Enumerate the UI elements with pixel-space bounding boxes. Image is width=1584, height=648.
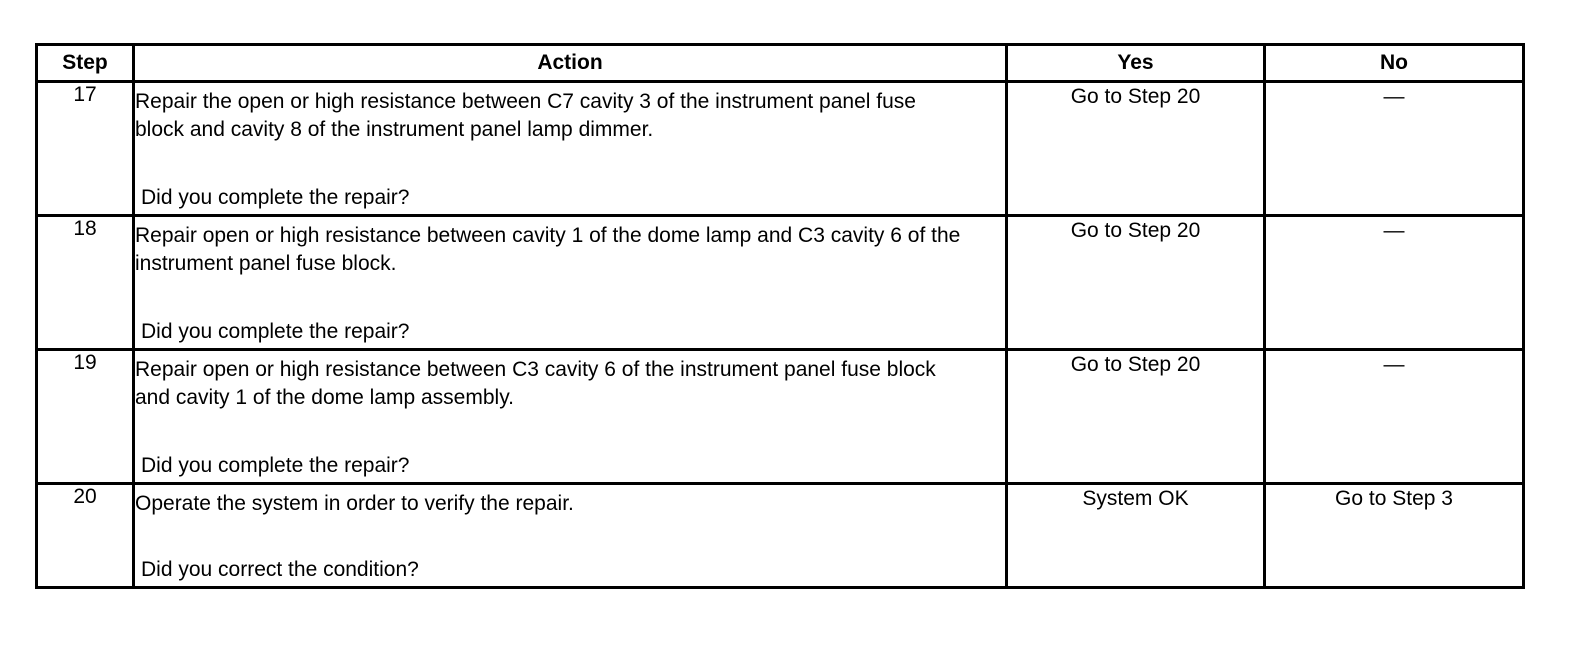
action-text: Repair open or high resistance between C3 cavity 6 of the instrument panel fuse block and cavity 1 of the dome lamp assembly. [135,358,936,409]
table-row [37,216,1524,350]
action-question: Did you correct the condition? [141,558,419,581]
yes-result: System OK [1007,484,1265,588]
no-result: — [1265,350,1524,484]
table-row [37,350,1524,484]
column-header-yes: Yes [1007,45,1265,82]
no-result: — [1265,216,1524,350]
action-cell [134,350,1007,484]
action-cell [134,484,1007,588]
yes-result: Go to Step 20 [1007,350,1265,484]
action-cell [134,216,1007,350]
action-text: Repair open or high resistance between cavity 1 of the dome lamp and C3 cavity 6 of the instrument panel fuse block. [135,224,961,275]
column-header-step: Step [37,45,134,82]
step-number: 20 [37,484,134,588]
step-number: 18 [37,216,134,350]
action-text: Repair the open or high resistance between C7 cavity 3 of the instrument panel fuse block and cavity 8 of the instrument panel lamp dimmer. [135,90,916,141]
yes-result: Go to Step 20 [1007,82,1265,216]
column-header-no: No [1265,45,1524,82]
no-result: — [1265,82,1524,216]
table-row [37,82,1524,216]
diagnostic-table [35,43,1525,589]
step-number: 17 [37,82,134,216]
action-cell [134,82,1007,216]
no-result: Go to Step 3 [1265,484,1524,588]
table-row [37,484,1524,588]
action-text: Operate the system in order to verify the repair. [135,492,574,515]
action-question: Did you complete the repair? [141,320,410,343]
yes-result: Go to Step 20 [1007,216,1265,350]
action-question: Did you complete the repair? [141,454,410,477]
header-row [37,45,1524,82]
column-header-action: Action [134,45,1007,82]
step-number: 19 [37,350,134,484]
action-question: Did you complete the repair? [141,186,410,209]
